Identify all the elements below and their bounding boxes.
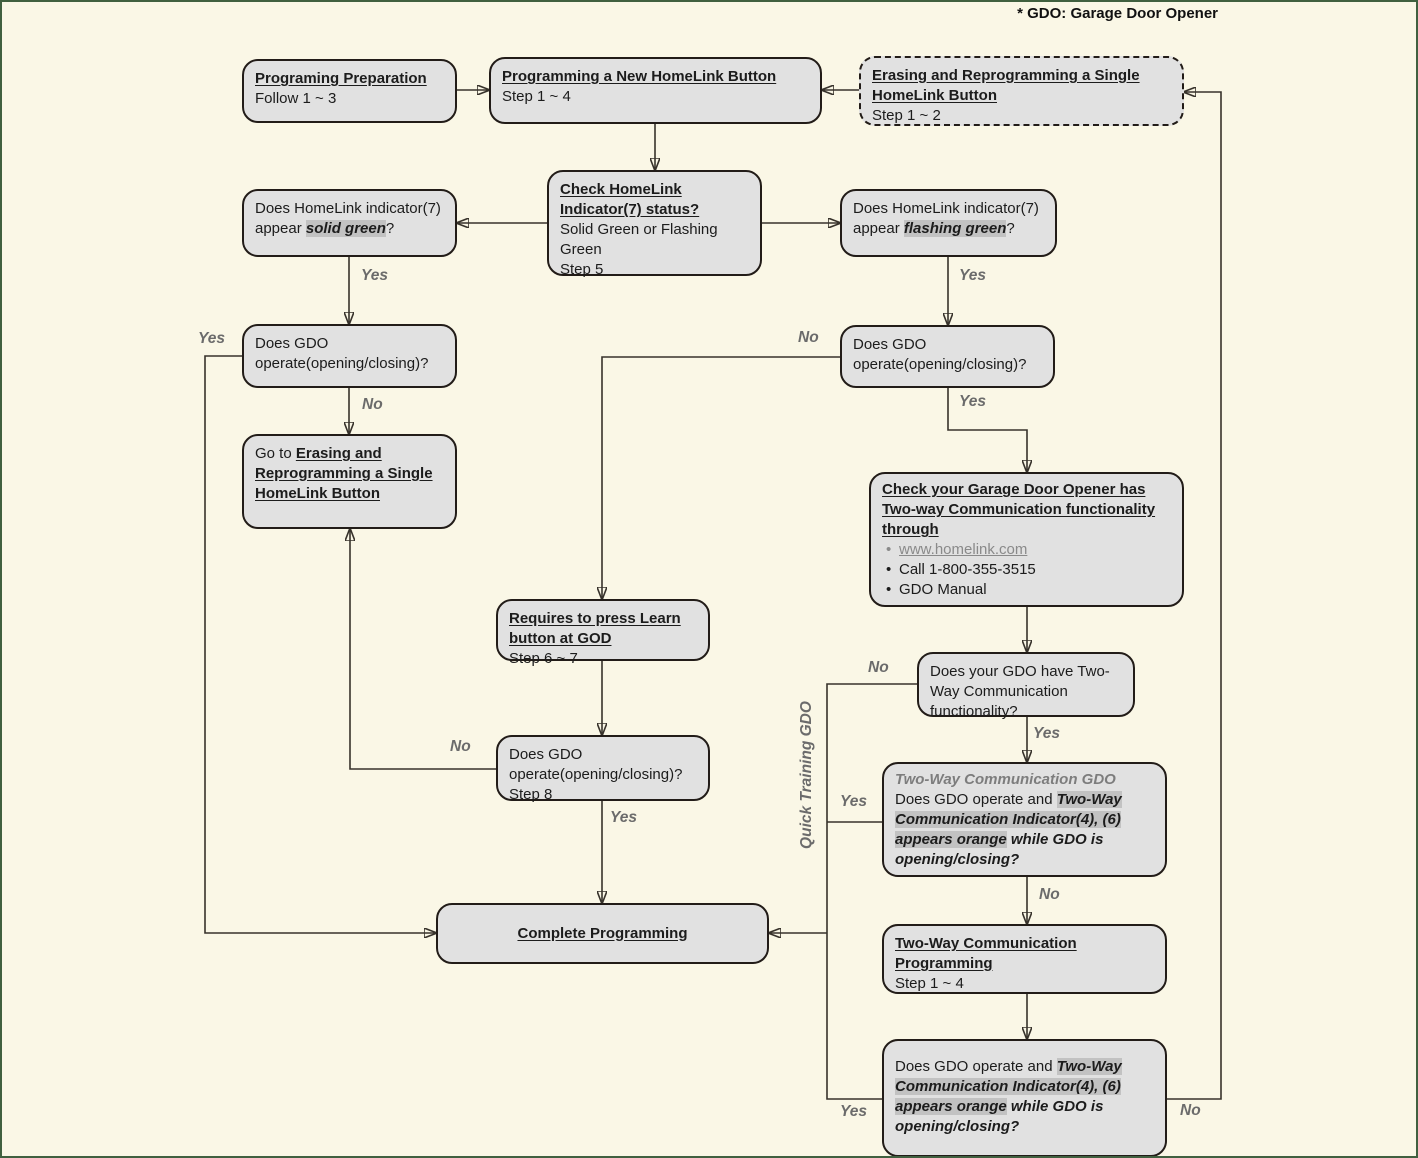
label-yes-flashinggreen: Yes — [959, 267, 987, 284]
text-segment: Does HomeLink indicator(7) appear — [255, 200, 441, 237]
box-solid-green-question — [242, 189, 457, 257]
box-text — [255, 199, 444, 239]
label-yes-gdoL: Yes — [198, 330, 226, 347]
label-yes-step8: Yes — [610, 809, 638, 826]
box-title: Requires to press Learn button at GOD — [509, 610, 681, 647]
box-gdo-operate-right — [840, 325, 1055, 388]
label-no-step8: No — [450, 738, 471, 755]
text-segment: ? — [1006, 220, 1015, 237]
box-step: Step 8 — [509, 786, 553, 803]
edge-quicktraining-trunk — [827, 684, 917, 1099]
box-complete-programming — [436, 903, 769, 964]
box-check-indicator-status — [547, 170, 762, 276]
box-title: Erasing and Reprogramming a Single HomeLink Button — [872, 67, 1140, 104]
box-step: Step 5 — [560, 261, 604, 278]
label-no-gdoR: No — [798, 329, 819, 346]
box-title: Check HomeLink Indicator(7) status? — [560, 181, 700, 218]
text-segment: while GDO is opening/closing? — [895, 831, 1104, 868]
homelink-url: • www.homelink.com — [882, 540, 1171, 560]
box-step: Step 1 ~ 4 — [502, 88, 571, 105]
box-text — [895, 790, 1154, 870]
box-title: Complete Programming — [517, 924, 688, 942]
box-gdo-have-twoway — [917, 652, 1135, 720]
label-no-gdoL: No — [362, 396, 383, 413]
text-segment: Does GDO operate and — [895, 791, 1057, 808]
label-no-twowaygdo: No — [1039, 886, 1060, 903]
box-twoway-gdo-question — [882, 762, 1167, 877]
box-step: Follow 1 ~ 3 — [255, 90, 337, 107]
text-segment: Does GDO operate and — [895, 1058, 1057, 1075]
box-text — [895, 1057, 1154, 1137]
box-title: Check your Garage Door Opener has Two-way Communication functionality through — [882, 481, 1156, 538]
label-yes-twowaygdo: Yes — [840, 793, 868, 810]
highlighted-text: solid green — [305, 220, 386, 237]
phone-number: • Call 1-800-355-3515 — [882, 560, 1171, 580]
label-no-havetwoway: No — [868, 659, 889, 676]
box-step: Step 1 ~ 2 — [872, 107, 941, 124]
label-yes-havetwoway: Yes — [1033, 725, 1061, 742]
label-yes-solidgreen: Yes — [361, 267, 389, 284]
label-quick-training-gdo: Quick Training GDO — [798, 701, 815, 849]
gdo-legend-note: * GDO: Garage Door Opener — [1017, 5, 1218, 22]
box-title: Programming a New HomeLink Button — [502, 68, 777, 85]
erasing-reference-text: Erasing and Reprogramming a Single HomeLink Button — [255, 445, 433, 502]
edge-gdoR-no-to-learn — [602, 357, 840, 599]
text-segment: Go to — [255, 445, 296, 462]
box-requires-learn-button — [496, 599, 710, 667]
gdo-manual: • GDO Manual — [882, 580, 1171, 600]
box-text: Solid Green or Flashing Green — [560, 221, 718, 258]
box-programing-preparation — [242, 59, 457, 123]
box-text: Does GDO operate(opening/closing)? — [255, 335, 429, 372]
box-flashing-green-question — [840, 189, 1057, 257]
label-no-finalcheck: No — [1180, 1102, 1201, 1119]
box-go-to-erasing — [242, 434, 457, 529]
box-erasing-reprogramming — [859, 56, 1184, 126]
highlighted-text: Two-Way Communication Indicator(4), (6) appears orange — [895, 1058, 1122, 1115]
box-step: Step 1 ~ 4 — [895, 975, 964, 992]
box-title: Two-Way Communication Programming — [895, 935, 1077, 972]
box-gdo-operate-left — [242, 324, 457, 388]
box-programming-new-homelink — [489, 57, 822, 124]
box-text — [255, 444, 444, 504]
box-check-garage-twoway — [869, 472, 1184, 607]
box-step: Step 6 ~ 7 — [509, 650, 578, 667]
box-text — [853, 199, 1044, 239]
box-title: Programing Preparation — [255, 70, 427, 87]
text-segment: Does HomeLink indicator(7) appear — [853, 200, 1039, 237]
box-heading: Two-Way Communication GDO — [895, 771, 1116, 788]
label-yes-gdoR: Yes — [959, 393, 987, 410]
box-text: Does GDO operate(opening/closing)? — [853, 336, 1027, 373]
edge-step8-no-to-gotoerasing — [350, 529, 496, 769]
label-yes-finalcheck: Yes — [840, 1103, 868, 1120]
box-text: Does your GDO have Two-Way Communication functionality? — [930, 663, 1110, 720]
box-twoway-programming — [882, 924, 1167, 994]
text-segment: ? — [385, 220, 395, 237]
highlighted-text: flashing green — [903, 220, 1007, 237]
box-gdo-operate-step8 — [496, 735, 710, 801]
box-text: Does GDO operate(opening/closing)? — [509, 746, 683, 783]
highlighted-text: Two-Way Communication Indicator(4), (6) appears orange — [895, 791, 1122, 848]
box-final-twoway-check — [882, 1039, 1167, 1157]
text-segment: while GDO is opening/closing? — [895, 1098, 1104, 1135]
